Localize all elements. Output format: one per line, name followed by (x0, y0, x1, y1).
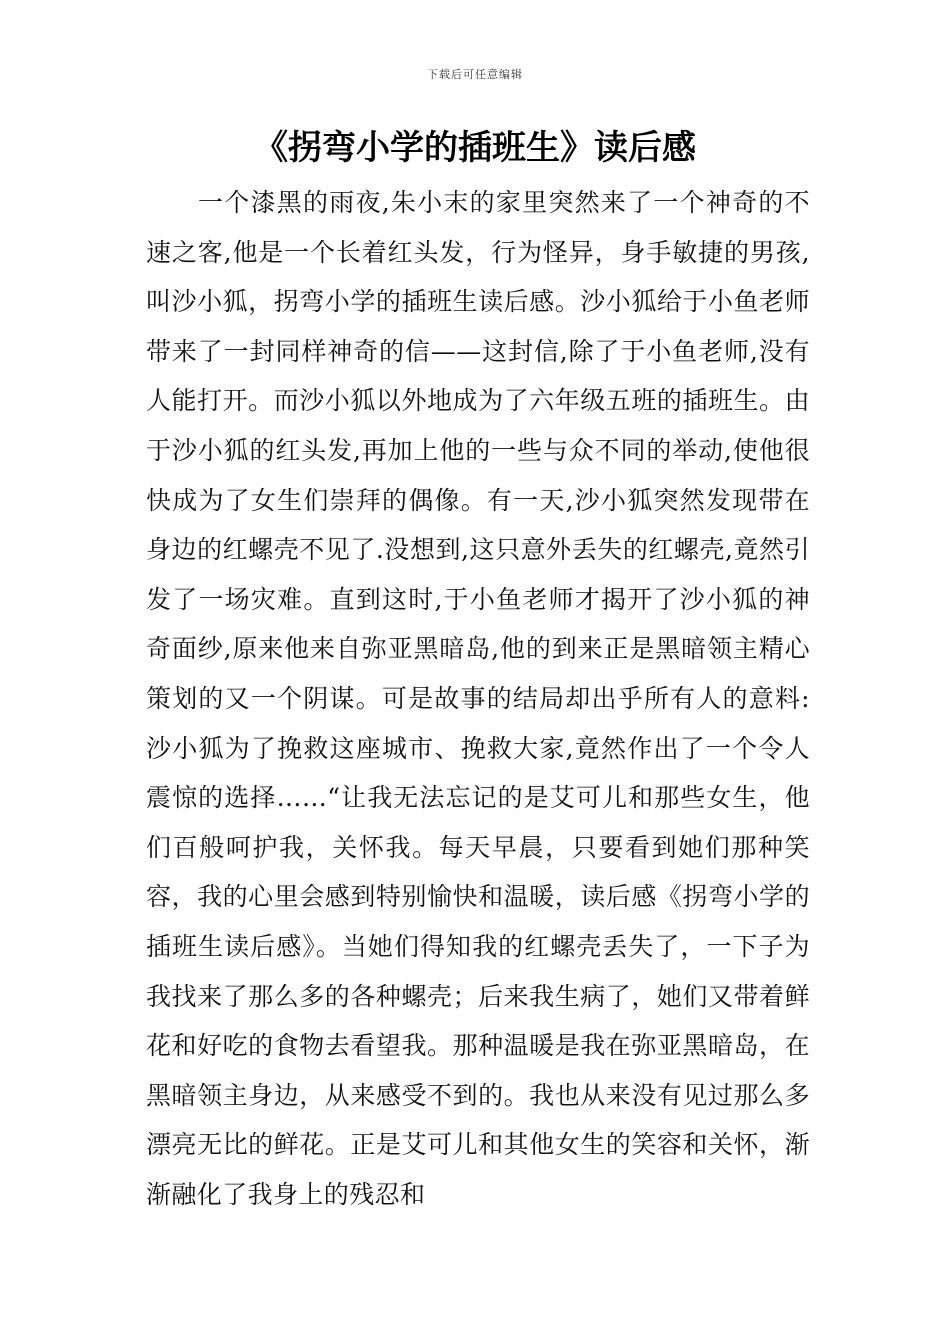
header-note: 下载后可任意编辑 (427, 68, 523, 81)
body-paragraph: 一个漆黑的雨夜,朱小末的家里突然来了一个神奇的不速之客,他是一个长着红头发，行为怪异，身手敏捷的男孩,叫沙小狐，拐弯小学的插班生读后感。沙小狐给于小鱼老师带来了一封同样神奇的信——这封信,除了于小鱼老师,没有人能打开。而沙小狐以外地成为了六年级五班的插班生。由于沙小狐的红头发,再加上他的一些与众不同的举动,使他很快成为了女生们崇拜的偶像。有一天,沙小狐突然发现带在身边的红螺壳不见了.没想到,这只意外丢失的红螺壳,竟然引发了一场灾难。直到这时,于小鱼老师才揭开了沙小狐的神奇面纱,原来他来自弥亚黑暗岛,他的到来正是黑暗领主精心策划的又一个阴谋。可是故事的结局却出乎所有人的意料:沙小狐为了挽救这座城市、挽救大家,竟然作出了一个令人震惊的选择……“让我无法忘记的是艾可儿和那些女生，他们百般呵护我，关怀我。每天早晨，只要看到她们那种笑容，我的心里会感到特别愉快和温暖，读后感《拐弯小学的插班生读后感》。当她们得知我的红螺壳丢失了，一下子为我找来了那么多的各种螺壳；后来我生病了，她们又带着鲜花和好吃的食物去看望我。那种温暖是我在弥亚黑暗岛，在黑暗领主身边，从来感受不到的。我也从来没有见过那么多漂亮无比的鲜花。正是艾可儿和其他女生的笑容和关怀，渐渐融化了我身上的残忍和 (146, 188, 810, 1209)
page-title: 《拐弯小学的插班生》读后感 (254, 128, 696, 168)
